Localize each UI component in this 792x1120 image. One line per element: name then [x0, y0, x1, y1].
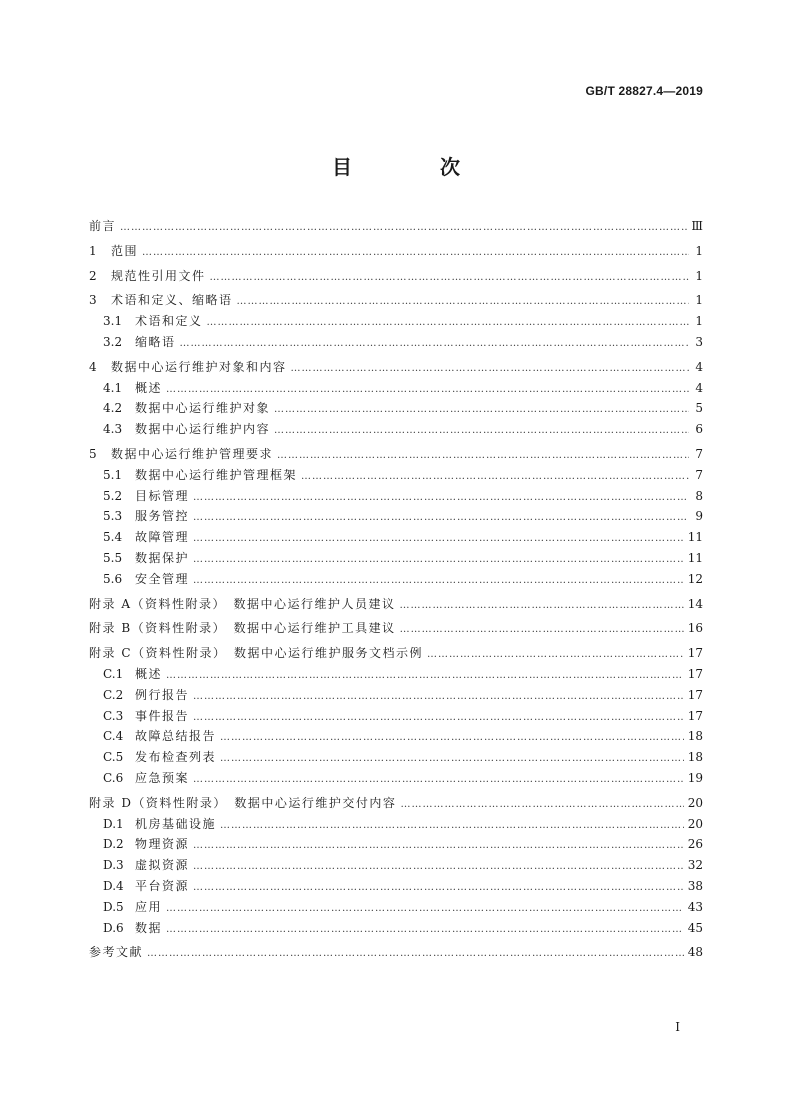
- toc-entry[interactable]: [89, 548, 703, 569]
- toc-entry-page: Ⅲ: [691, 219, 703, 233]
- dot-leader: [220, 728, 684, 749]
- toc-entry-number: C.1: [103, 666, 124, 681]
- toc-entry-label: 数据中心运行维护管理框架: [135, 467, 298, 482]
- dot-leader: [210, 268, 689, 289]
- toc-entry-label: 发布检查列表: [135, 750, 217, 765]
- toc-entry-label: 事件报告: [135, 708, 190, 723]
- toc-entry-number: 3.2: [103, 334, 123, 349]
- dot-leader: [142, 243, 689, 264]
- toc-entry[interactable]: [89, 527, 703, 548]
- toc-entry-page: 11: [687, 550, 703, 565]
- toc-entry-page: 16: [687, 621, 703, 636]
- toc-entry[interactable]: [89, 506, 703, 527]
- toc-entry[interactable]: [89, 793, 703, 814]
- toc-entry-page: 12: [687, 571, 703, 586]
- toc-entry-number: 4.2: [103, 401, 123, 416]
- standard-code: GB/T 28827.4—2019: [585, 84, 703, 98]
- dot-leader: [193, 571, 684, 592]
- toc-entry-number: 4: [89, 359, 97, 374]
- toc-entry-page: 17: [687, 666, 703, 681]
- toc-entry[interactable]: [89, 311, 703, 332]
- dot-leader: [166, 920, 684, 941]
- toc-entry-label: 附录 D（资料性附录） 数据中心运行维护交付内容: [89, 795, 397, 810]
- toc-entry-page: 48: [687, 945, 703, 960]
- toc-entry[interactable]: [89, 594, 703, 615]
- dot-leader: [193, 708, 684, 729]
- toc-entry-number: C.6: [103, 770, 124, 785]
- toc-entry[interactable]: [89, 897, 703, 918]
- toc-entry-number: 3: [89, 293, 97, 308]
- toc-entry-label: 服务管控: [135, 509, 190, 524]
- dot-leader: [120, 218, 687, 239]
- dot-leader: [427, 645, 684, 666]
- toc-entry-page: 18: [687, 750, 703, 765]
- dot-leader: [400, 620, 684, 641]
- toc-entry-number: 4.1: [103, 380, 123, 395]
- toc-entry-page: 17: [687, 687, 703, 702]
- dot-leader: [180, 334, 689, 355]
- dot-leader: [301, 467, 689, 488]
- toc-entry-label: 缩略语: [135, 334, 176, 349]
- toc-entry-number: D.1: [103, 816, 124, 831]
- toc-entry-number: C.3: [103, 708, 124, 723]
- toc-entry-page: 45: [687, 920, 703, 935]
- dot-leader: [207, 313, 689, 334]
- dot-leader: [291, 359, 689, 380]
- toc-entry[interactable]: [89, 216, 703, 237]
- dot-leader: [193, 878, 684, 899]
- toc-entry-page: 20: [687, 816, 703, 831]
- toc-entry-label: 数据中心运行维护内容: [135, 422, 271, 437]
- toc-entry[interactable]: [89, 357, 703, 378]
- toc-entry-label: 数据中心运行维护管理要求: [111, 446, 274, 461]
- toc-entry-page: 17: [687, 708, 703, 723]
- toc-entry[interactable]: [89, 814, 703, 835]
- toc-entry-label: 附录 C（资料性附录） 数据中心运行维护服务文档示例: [89, 646, 423, 661]
- dot-leader: [193, 836, 684, 857]
- dot-leader: [237, 292, 689, 313]
- toc-entry[interactable]: [89, 618, 703, 639]
- toc-entry-label: 目标管理: [135, 488, 190, 503]
- toc-entry-number: D.3: [103, 858, 124, 873]
- toc-entry-label: 数据保护: [135, 550, 190, 565]
- toc-entry[interactable]: [89, 918, 703, 939]
- toc-entry-page: 1: [695, 314, 703, 329]
- toc-entry-page: 20: [687, 795, 703, 810]
- toc-entry-page: 1: [695, 243, 703, 258]
- dot-leader: [193, 529, 684, 550]
- toc-entry-number: 5.2: [103, 488, 123, 503]
- toc-entry-page: 32: [687, 858, 703, 873]
- toc-entry[interactable]: [89, 855, 703, 876]
- toc-entry-number: 5.6: [103, 571, 123, 586]
- toc-entry-label: 物理资源: [135, 837, 190, 852]
- toc-entry-page: 17: [687, 646, 703, 661]
- toc-entry-number: 5.4: [103, 530, 123, 545]
- toc-entry-label: 附录 A（资料性附录） 数据中心运行维护人员建议: [89, 596, 396, 611]
- toc-entry[interactable]: [89, 726, 703, 747]
- toc-entry-page: 11: [687, 530, 703, 545]
- dot-leader: [274, 421, 689, 442]
- toc-entry[interactable]: [89, 419, 703, 440]
- toc-entry[interactable]: [89, 747, 703, 768]
- toc-entry-label: 参考文献: [89, 945, 144, 960]
- dot-leader: [193, 770, 684, 791]
- toc-entry[interactable]: [89, 266, 703, 287]
- page-title: 目 次: [332, 155, 494, 179]
- toc-entry-number: D.2: [103, 837, 124, 852]
- dot-leader: [166, 666, 684, 687]
- toc-entry-page: 18: [687, 729, 703, 744]
- toc-entry-label: 虚拟资源: [135, 858, 190, 873]
- toc-entry-page: 19: [687, 770, 703, 785]
- toc-entry-page: 5: [695, 401, 703, 416]
- toc-entry-page: 6: [695, 422, 703, 437]
- table-of-contents: [89, 216, 703, 963]
- toc-entry-page: 3: [695, 334, 703, 349]
- toc-entry-page: 7: [695, 467, 703, 482]
- toc-entry-label: 概述: [135, 380, 163, 395]
- toc-entry-page: 14: [687, 596, 703, 611]
- toc-entry[interactable]: [89, 290, 703, 311]
- toc-entry-number: 2: [89, 268, 97, 283]
- toc-entry-page: 1: [695, 293, 703, 308]
- toc-entry-number: D.6: [103, 920, 124, 935]
- toc-entry-page: 7: [695, 446, 703, 461]
- toc-entry-number: 5.3: [103, 509, 123, 524]
- dot-leader: [166, 380, 689, 401]
- toc-entry-number: D.5: [103, 899, 124, 914]
- toc-entry-number: 5.5: [103, 550, 123, 565]
- toc-entry-label: 故障管理: [135, 530, 190, 545]
- toc-entry-label: 应用: [135, 899, 163, 914]
- toc-entry-number: 3.1: [103, 314, 123, 329]
- toc-entry[interactable]: [89, 378, 703, 399]
- toc-entry-label: 平台资源: [135, 878, 190, 893]
- dot-leader: [166, 899, 684, 920]
- dot-leader: [220, 816, 684, 837]
- toc-entry[interactable]: [89, 706, 703, 727]
- dot-leader: [193, 857, 684, 878]
- toc-entry-number: 1: [89, 243, 97, 258]
- toc-entry-label: 概述: [135, 666, 163, 681]
- toc-entry-label: 术语和定义、缩略语: [111, 293, 233, 308]
- toc-entry[interactable]: [89, 486, 703, 507]
- toc-entry-label: 数据中心运行维护对象和内容: [111, 359, 287, 374]
- dot-leader: [193, 508, 689, 529]
- toc-entry-number: C.4: [103, 729, 124, 744]
- toc-entry-label: 范围: [111, 243, 139, 258]
- toc-entry-page: 1: [695, 268, 703, 283]
- toc-entry[interactable]: [89, 664, 703, 685]
- toc-entry-number: C.5: [103, 750, 124, 765]
- toc-entry-page: 4: [695, 380, 703, 395]
- toc-entry[interactable]: [89, 643, 703, 664]
- toc-entry-number: C.2: [103, 687, 124, 702]
- toc-entry-page: 43: [687, 899, 703, 914]
- toc-entry[interactable]: [89, 332, 703, 353]
- toc-entry-number: 5: [89, 446, 97, 461]
- toc-entry-page: 26: [687, 837, 703, 852]
- toc-entry-label: 附录 B（资料性附录） 数据中心运行维护工具建议: [89, 621, 396, 636]
- toc-entry[interactable]: [89, 465, 703, 486]
- toc-entry[interactable]: [89, 834, 703, 855]
- toc-entry-label: 规范性引用文件: [111, 268, 206, 283]
- dot-leader: [193, 488, 689, 509]
- dot-leader: [193, 550, 684, 571]
- toc-entry-label: 前言: [89, 219, 117, 233]
- page-number: I: [675, 1020, 680, 1034]
- toc-entry-label: 例行报告: [135, 687, 190, 702]
- toc-entry-page: 38: [687, 878, 703, 893]
- toc-entry-label: 术语和定义: [135, 314, 203, 329]
- dot-leader: [193, 687, 684, 708]
- toc-entry[interactable]: [89, 398, 703, 419]
- toc-entry[interactable]: [89, 569, 703, 590]
- toc-entry-label: 应急预案: [135, 770, 190, 785]
- dot-leader: [274, 400, 689, 421]
- dot-leader: [147, 944, 684, 965]
- toc-entry[interactable]: [89, 942, 703, 963]
- toc-entry[interactable]: [89, 768, 703, 789]
- dot-leader: [277, 446, 689, 467]
- toc-entry-label: 机房基础设施: [135, 816, 217, 831]
- toc-entry-number: 5.1: [103, 467, 123, 482]
- toc-entry[interactable]: [89, 444, 703, 465]
- toc-entry[interactable]: [89, 241, 703, 262]
- toc-entry-label: 数据: [135, 920, 163, 935]
- toc-entry[interactable]: [89, 876, 703, 897]
- dot-leader: [399, 596, 683, 617]
- toc-entry-label: 数据中心运行维护对象: [135, 401, 271, 416]
- toc-entry-label: 故障总结报告: [135, 729, 217, 744]
- toc-entry-page: 9: [695, 509, 703, 524]
- toc-entry-label: 安全管理: [135, 571, 190, 586]
- toc-entry[interactable]: [89, 685, 703, 706]
- toc-entry-page: 4: [695, 359, 703, 374]
- dot-leader: [400, 795, 683, 816]
- toc-entry-number: D.4: [103, 878, 124, 893]
- dot-leader: [220, 749, 684, 770]
- toc-entry-page: 8: [695, 488, 703, 503]
- toc-entry-number: 4.3: [103, 422, 123, 437]
